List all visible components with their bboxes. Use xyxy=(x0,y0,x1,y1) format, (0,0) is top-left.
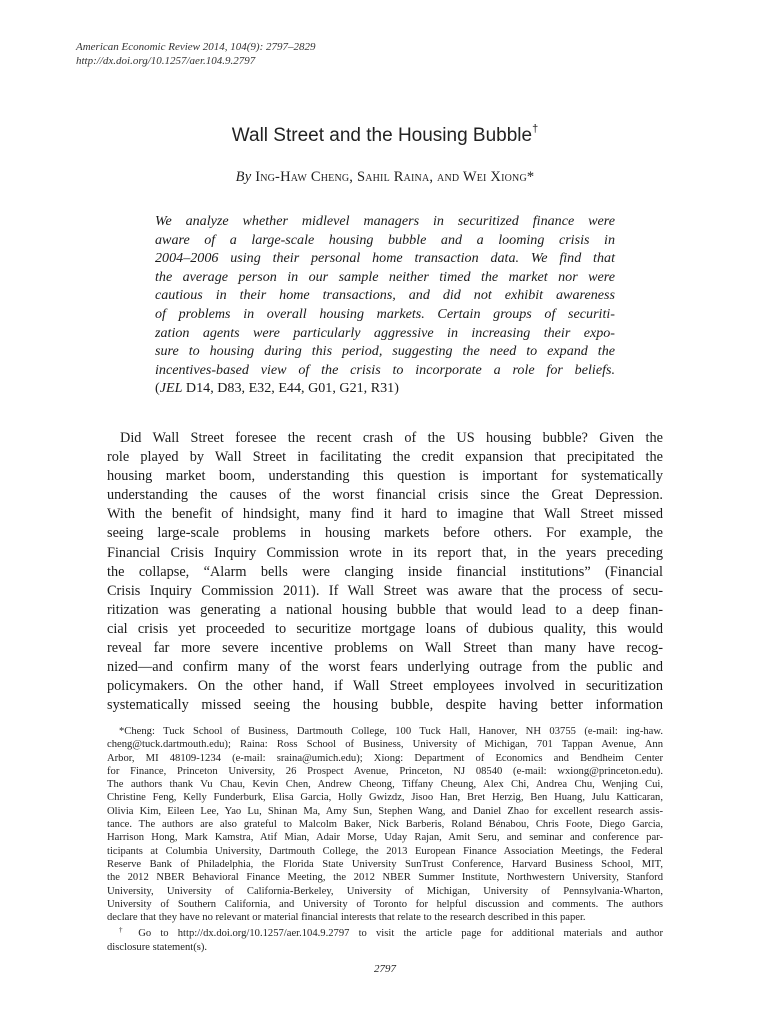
footnote-star-line: The authors thank Vu Chau, Kevin Chen, Andrew Cheong, Tiffany Cheung, Alex Chi, Andrea Chu, Wenjing Cui, xyxy=(107,779,663,791)
footnote-dagger-mark: † xyxy=(119,926,130,935)
body-line: seeing large-scale problems in housing markets before others. For example, the xyxy=(107,525,663,542)
article-title xyxy=(0,123,770,147)
footnote-star-line: declare that they have no relevant or material financial interests that relate to the research described in this paper. xyxy=(107,912,586,924)
footnote-star-line: Christine Feng, Kelly Funderburk, Elisa Garcia, Holly Gwizdz, Jisoo Han, Bret Herzig, Ben Huang, Julu Katticaran, xyxy=(107,792,663,804)
page-number: 2797 xyxy=(374,963,396,975)
jel-open-paren: ( xyxy=(155,380,160,397)
footnote-star-line: University of Southern California, and University of Toronto for helpful discussion and comments. The authors xyxy=(107,898,663,910)
footnote-star-line: Reserve Bank of Philadelphia, the Florida State University SunTrust Conference, Harvard Business School, MIT, xyxy=(107,858,663,870)
body-line: reveal far more severe incentive problems on Wall Street than many have recog- xyxy=(107,640,663,657)
footnote-star-line: Olivia Kim, Eileen Lee, Yao Lu, Shinan Ma, Amy Sun, Stephen Wang, and Daniel Zhao for excellent research assis- xyxy=(107,805,663,817)
abstract-line: sure to housing during this period, suggesting the need to expand the xyxy=(155,343,615,360)
body-line: systematically missed seeing the housing bubble, despite having better information xyxy=(107,697,663,714)
journal-citation xyxy=(76,40,316,68)
abstract-line: aware of a large-scale housing bubble and a looming crisis in xyxy=(155,231,615,248)
body-line: ritization was generating a national housing bubble that would lead to a deep finan- xyxy=(107,601,663,618)
footnote-star-line: University, University of California-Berkeley, University of Michigan, University of Pennsylvania-Wharton, xyxy=(107,885,663,897)
footnote-star-line: cheng@tuck.dartmouth.edu); Raina: Ross School of Business, University of Michigan, 701 Tappan Avenue, Ann xyxy=(107,739,663,751)
citation-doi: http://dx.doi.org/10.1257/aer.104.9.2797 xyxy=(76,55,256,67)
abstract xyxy=(155,212,615,398)
byline-authors: Ing-Haw Cheng, Sahil Raina, and Wei Xiong xyxy=(255,169,527,185)
body-line: role played by Wall Street in facilitating the credit expansion that precipitated the xyxy=(107,449,663,466)
footnote-star-line: Harrison Hong, Mark Kamstra, Atif Mian, Adair Morse, Uday Rajan, Amit Seru, and seminar and conference par- xyxy=(107,832,663,844)
body-line: cial crisis yet proceeded to securitize mortgage loans of dubious quality, this would xyxy=(107,620,663,637)
jel-label: JEL xyxy=(159,380,183,397)
footnote-star-line: Arbor, MI 48109-1234 (e-mail: sraina@umich.edu); Xiong: Department of Economics and Bendheim Center xyxy=(107,752,663,764)
abstract-jel-line xyxy=(155,379,615,398)
abstract-line: incentives-based view of the crisis to incorporate a role for beliefs. xyxy=(155,361,615,378)
abstract-line: cautious in their home transactions, and did not exhibit awareness xyxy=(155,287,615,304)
article-title-text: Wall Street and the Housing Bubble xyxy=(231,125,533,146)
abstract-line: 2004–2006 using their personal home transaction data. We find that xyxy=(155,250,615,267)
byline-star-mark: * xyxy=(526,169,535,185)
body-line: the collapse, “Alarm bells were clanging inside financial institutions” (Financial xyxy=(107,563,663,580)
footnote-dagger-line: disclosure statement(s). xyxy=(107,941,208,953)
byline-by: By xyxy=(235,169,252,185)
abstract-line: We analyze whether midlevel managers in securitized finance were xyxy=(155,213,615,229)
footnotes xyxy=(107,725,663,954)
abstract-line: the average person in our sample neither timed the market nor were xyxy=(155,268,615,285)
body-line: housing market boom, understanding this question is important for systematically xyxy=(107,468,663,485)
footnote-star-line: for Finance, Princeton University, 26 Prospect Avenue, Princeton, NJ 08540 (e-mail: wxiong@princeton.edu). xyxy=(107,765,663,777)
footnote-dagger-text: Go to http://dx.doi.org/10.1257/aer.104.9.2797 to visit the article page for additional materials and author xyxy=(138,928,663,940)
abstract-line: zation agents were particularly aggressive in increasing their expo- xyxy=(155,324,615,341)
footnote-star-line: the 2012 NBER Behavioral Finance Meeting, the 2012 NBER Summer Institute, Northwestern University, Stanford xyxy=(107,872,663,884)
body-line: understanding the causes of the worst financial crisis since the Great Depression. xyxy=(107,487,663,504)
body-text xyxy=(107,429,663,715)
title-dagger-mark: † xyxy=(532,123,539,135)
body-line: policymakers. On the other hand, if Wall Street employees involved in securitization xyxy=(107,678,663,695)
abstract-line: of problems in overall housing markets. Certain groups of securiti- xyxy=(155,305,615,322)
footnote-star-line xyxy=(107,725,663,738)
footnote-star-line: tance. The authors are also grateful to Malcolm Baker, Nick Barberis, Roland Bénabou, Chris Foote, Diego Garcia, xyxy=(107,819,663,831)
body-line: Crisis Inquiry Commission 2011). If Wall Street was aware that the process of secu- xyxy=(107,582,663,599)
body-line: Financial Crisis Inquiry Commission wrote in its report that, in the years preceding xyxy=(107,544,663,561)
footnote-star-mark: * xyxy=(119,726,125,737)
citation-journal: American Economic Review 2014, 104(9): 2797–2829 xyxy=(76,41,316,53)
footnote-dagger-line xyxy=(107,924,663,940)
footnote-star-text: Cheng: Tuck School of Business, Dartmouth College, 100 Tuck Hall, Hanover, NH 03755 (e-mail: ing-haw. xyxy=(124,726,663,737)
body-line: Did Wall Street foresee the recent crash of the US housing bubble? Given the xyxy=(120,430,663,446)
body-line: nized—and confirm many of the worst fears underlying outrage from the public and xyxy=(107,659,663,676)
author-byline xyxy=(0,169,770,186)
jel-codes: D14, D83, E32, E44, G01, G21, R31) xyxy=(182,380,399,397)
footnote-star-line: ticipants at Columbia University, Dartmouth College, the 2013 European Finance Association Meetings, the Federal xyxy=(107,845,663,857)
body-line: With the benefit of hindsight, many find it hard to imagine that Wall Street missed xyxy=(107,506,663,523)
